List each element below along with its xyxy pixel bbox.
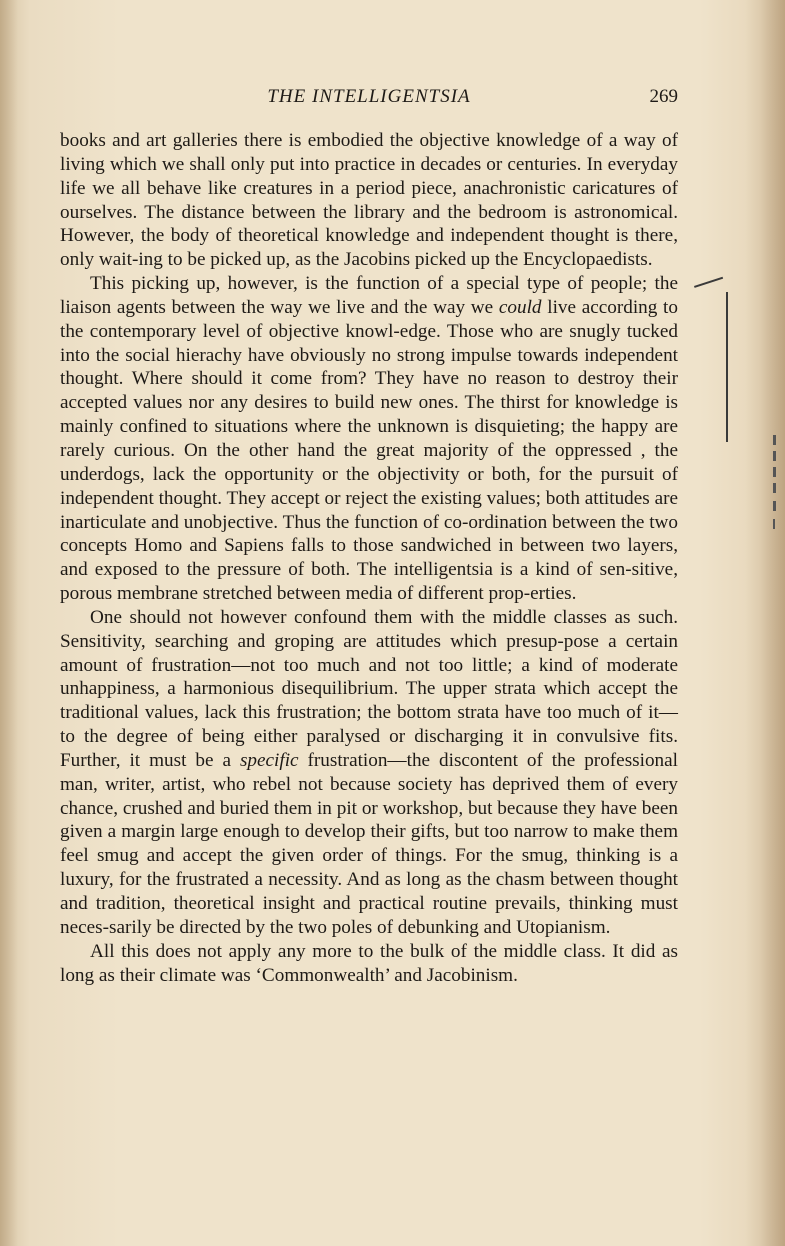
body-text [60,129,678,987]
paragraph-1 [60,129,678,272]
page-edge-shadow [745,0,785,1246]
show-through-glyphs [771,435,779,545]
margin-pencil-line [712,292,728,442]
running-head: THE INTELLIGENTSIA [267,86,471,107]
paragraph-3 [60,606,678,940]
paragraph-2-text-b: live according to the contemporary level of objective knowl-edge. Those who are snugly tucked into the social hierachy have obviously no strong impulse towards independent thought. Where should it come from? They have no reason to destroy their accepted values nor any desires to build new ones. The thirst for knowledge is mainly confined to situations where the unknown is disquieting; the happy are rarely curious. On the other hand the great majority of the oppressed , the underdogs, lack the opportunity or the objectivity or both, for the pursuit of independent thought. They accept or reject the existing values; both attitudes are inarticulate and unobjective. Thus the function of co-ordination between the two concepts Homo and Sapiens falls to those sandwiched in between two layers, and exposed to the pressure of both. The intelligentsia is a kind of sen-sitive, porous membrane stretched between media of different prop-erties. [60,296,678,605]
paragraph-3-text-b: frustration—the discontent of the professional man, writer, artist, who rebel not because society has deprived them of every chance, crushed and buried them in pit or workshop, but because they have been given a margin large enough to develop their gifts, but too narrow to make them feel smug and accept the given order of things. For the smug, thinking is a luxury, for the frustrated a necessity. And as long as the chasm between thought and tradition, theoretical insight and practical routine prevails, thinking must neces-sarily be directed by the two poles of debunking and Utopianism. [60,749,678,938]
paragraph-2 [60,272,678,606]
page-number: 269 [649,86,678,107]
paragraph-2-text-a: This picking up, however, is the function of a special type of people; the liaison agents between the way we live and the way we [60,273,678,318]
paragraph-3-emphasis: specific [239,749,299,771]
paragraph-3-text-a: One should not however confound them with the middle classes as such. Sensitivity, searching and groping are attitudes which presup-pose a certain amount of frustration—not too much and not too little; a kind of moderate unhappiness, a harmonious disequilibrium. The upper strata which accept the traditional values, lack this frustration; the bottom strata have too much of it—to the degree of being either paralysed or discharging it in convulsive fits. Further, it must be a [60,606,678,771]
page-gutter-shadow [0,0,18,1246]
page-header [60,86,678,114]
paragraph-1-text: books and art galleries there is embodied the objective knowledge of a way of living which we shall only put into practice in decades or centuries. In everyday life we all behave like creatures in a period piece, anachronistic caricatures of ourselves. The distance between the library and the bedroom is astronomical. However, the body of theoretical knowledge and independent thought is there, only wait-ing to be picked up, as the Jacobins picked up the Encyclopaedists. [60,130,678,271]
show-through-marks [771,435,779,545]
paragraph-4 [60,940,678,988]
paragraph-4-text: All this does not apply any more to the bulk of the middle class. It did as long as their climate was ‘Commonwealth’ and Jacobinism. [60,940,678,986]
paragraph-2-emphasis: could [498,296,542,318]
